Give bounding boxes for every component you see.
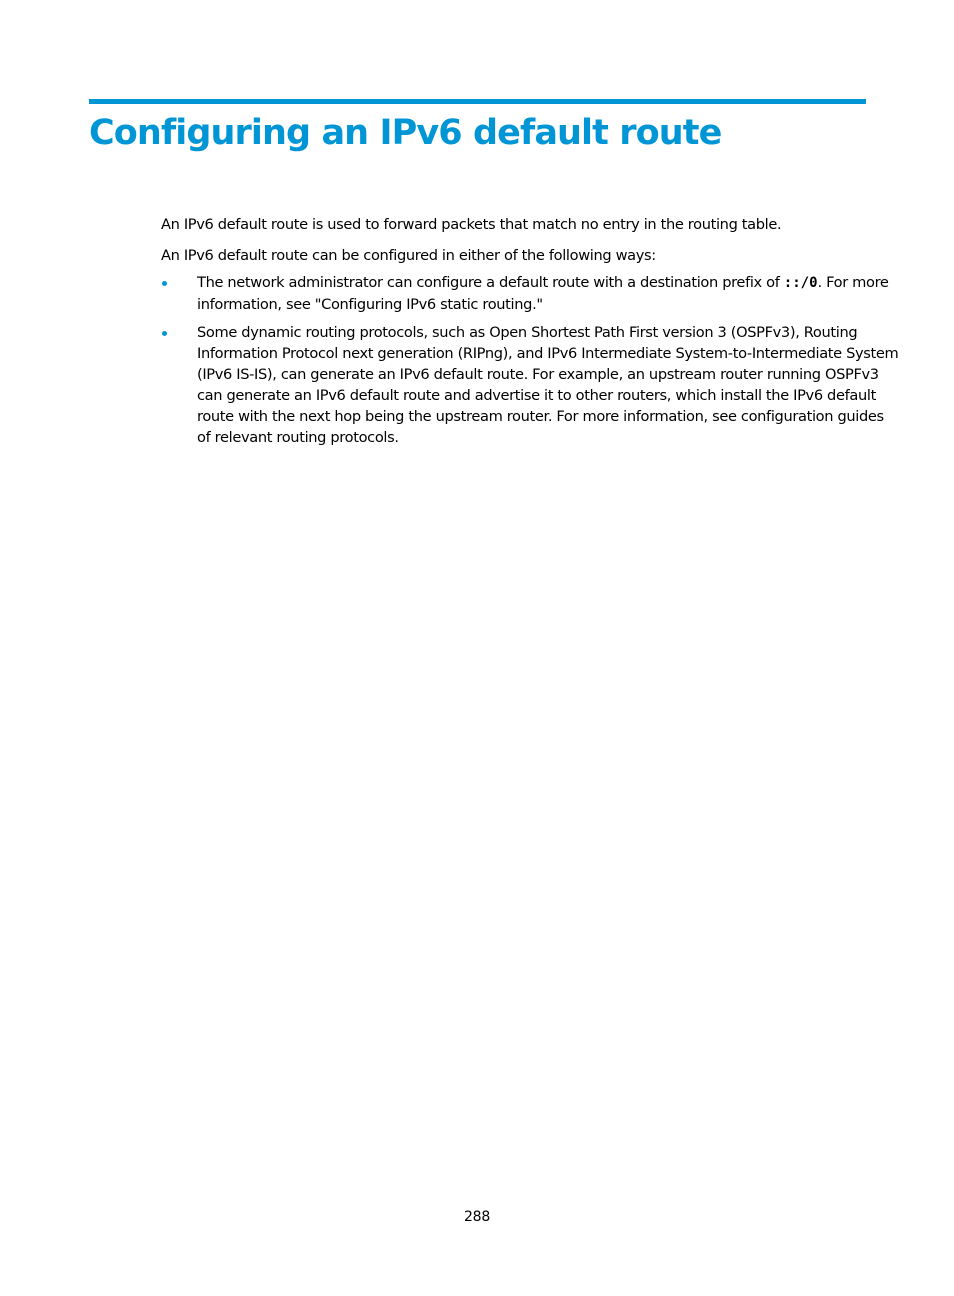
intro-paragraph: An IPv6 default route is used to forward packets that match no entry in the routing table. xyxy=(161,216,782,233)
bullet-line: (IPv6 IS-IS), can generate an IPv6 default route. For example, an upstream router running OSPFv3 xyxy=(197,366,879,383)
prefix-code: ::/0 xyxy=(783,275,818,291)
ways-paragraph: An IPv6 default route can be configured in either of the following ways: xyxy=(161,247,656,264)
bullet-text: . For more xyxy=(817,274,889,291)
bullet-icon xyxy=(162,331,167,336)
bullet-line: can generate an IPv6 default route and advertise it to other routers, which install the IPv6 default xyxy=(197,387,876,404)
bullet-line: Information Protocol next generation (RIPng), and IPv6 Intermediate System-to-Intermediate System xyxy=(197,345,899,362)
bullet-line xyxy=(197,272,889,294)
title-rule xyxy=(89,99,866,104)
page-title: Configuring an IPv6 default route xyxy=(89,113,722,153)
bullet-list xyxy=(161,272,899,448)
bullet-text: The network administrator can configure a default route with a destination prefix of xyxy=(197,274,784,291)
bullet-line: route with the next hop being the upstream router. For more information, see configuration guides xyxy=(197,408,884,425)
page-number: 288 xyxy=(463,1209,491,1225)
list-item xyxy=(161,272,889,315)
bullet-icon xyxy=(162,281,167,286)
bullet-line: of relevant routing protocols. xyxy=(197,429,399,446)
bullet-line: Some dynamic routing protocols, such as Open Shortest Path First version 3 (OSPFv3), Routing xyxy=(197,324,858,341)
list-item xyxy=(161,322,899,448)
bullet-line: information, see "Configuring IPv6 static routing." xyxy=(197,296,543,313)
